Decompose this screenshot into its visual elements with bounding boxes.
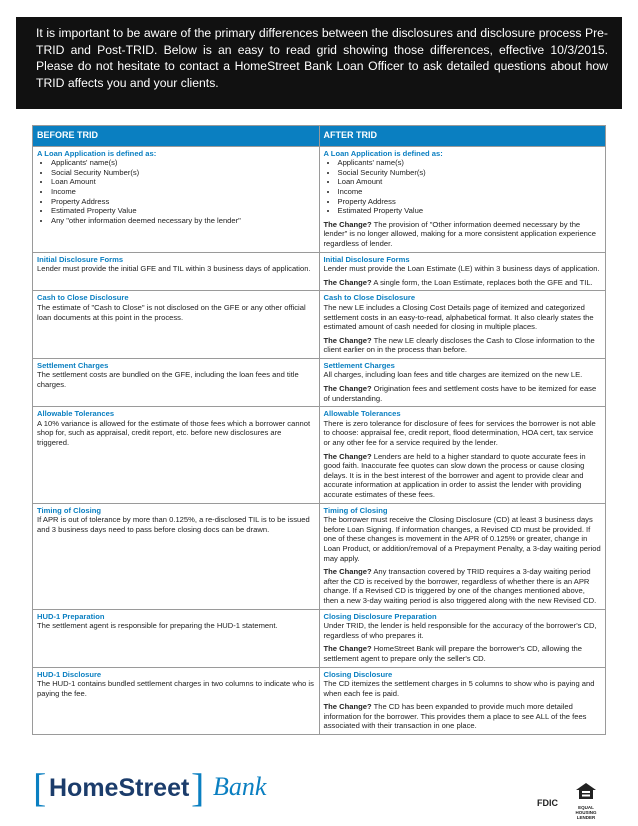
after-cell — [319, 291, 606, 359]
change-label: The Change? — [323, 567, 372, 577]
page-footer — [0, 760, 638, 826]
table-header-row — [33, 126, 606, 147]
list-item: • Loan Amount — [338, 177, 602, 187]
list-item: • Loan Amount — [51, 177, 315, 187]
table-row — [33, 252, 606, 291]
before-title: HUD-1 Disclosure — [37, 669, 102, 679]
logo-bracket-right: ] — [191, 765, 205, 810]
before-cell — [33, 358, 320, 406]
table-row — [33, 291, 606, 359]
list-item: • Applicants' name(s) — [51, 158, 315, 168]
intro-banner — [16, 17, 622, 109]
after-text: The borrower must receive the Closing Disclosure (CD) at least 3 business days before Loan Signing. If information changes, a Revised CD must be provided. If one of these changes is movement in the APR of 0.125% or greater, change in Loan Product, or addition/removal of a Prepayment Penalty, a 3-day waiting period may apply. — [323, 515, 601, 563]
after-title: Settlement Charges — [323, 360, 395, 370]
change-note — [324, 644, 602, 663]
table-row — [33, 407, 606, 503]
list-item: • Income — [338, 187, 602, 197]
list-item: • Social Security Number(s) — [51, 168, 315, 178]
list-item: • Social Security Number(s) — [338, 168, 602, 178]
before-title: Cash to Close Disclosure — [37, 293, 129, 303]
after-text: Under TRID, the lender is held responsible for the accuracy of the borrower's CD, regardless of who prepares it. — [323, 621, 597, 640]
before-cell — [33, 252, 320, 291]
after-list — [324, 158, 602, 216]
table-row — [33, 358, 606, 406]
change-text: A single form, the Loan Estimate, replaces both the GFE and TIL. — [373, 277, 593, 287]
trid-comparison-table — [32, 125, 606, 735]
change-label: The Change? — [323, 702, 372, 712]
change-text: HomeStreet Bank will prepare the borrower's CD, allowing the settlement agent to prepare only the seller's CD. — [323, 644, 582, 663]
after-text: The new LE includes a Closing Cost Details page of itemized and categorized settlement costs in an easy-to-read, alphabetical format. It also clearly states the estimated amount of cash needed for closing in multiple places. — [323, 302, 594, 332]
after-cell — [319, 146, 606, 252]
change-label: The Change? — [323, 277, 372, 287]
change-text: Any transaction covered by TRID requires a 3-day waiting period after the CD is received by the borrower, regardless of whether there is an APR change. If a Revised CD is triggered by one of the changes mentioned above, then a new 3-day waiting period is also triggered along with the new Revised CD. — [323, 567, 597, 605]
change-text: Origination fees and settlement costs have to be itemized for ease of understanding. — [323, 384, 597, 403]
change-label: The Change? — [323, 219, 372, 229]
change-note — [324, 702, 602, 731]
before-text: Lender must provide the initial GFE and TIL within 3 business days of application. — [37, 264, 311, 274]
change-note — [324, 567, 602, 605]
after-cell — [319, 667, 606, 735]
change-label: The Change? — [323, 644, 372, 654]
after-cell — [319, 407, 606, 503]
after-cell — [319, 609, 606, 667]
after-title: Closing Disclosure — [323, 669, 393, 679]
after-title: A Loan Application is defined as: — [323, 148, 443, 158]
fdic-label: FDIC — [537, 798, 558, 808]
change-note — [324, 336, 602, 355]
logo-main-text: HomeStreet — [49, 774, 190, 802]
before-title: HUD-1 Preparation — [37, 611, 105, 621]
after-text: Lender must provide the Loan Estimate (LE) within 3 business days of application. — [323, 264, 600, 274]
table-row — [33, 146, 606, 252]
change-text: The CD has been expanded to provide much more detailed information for the borrower. This provides them a place to see ALL of the fees associated with their transaction in one place. — [323, 702, 587, 731]
before-cell — [33, 503, 320, 609]
list-item: • Any "other information deemed necessary by the lender" — [51, 216, 315, 226]
logo-bracket-left: [ — [33, 765, 47, 810]
change-label: The Change? — [323, 451, 372, 461]
change-note — [324, 220, 602, 249]
after-text: There is zero tolerance for disclosure of fees for services the borrower is not able to choose: appraisal fee, credit report, flood determination, HOA cert, tax service or any other fee for a service required by the lender. — [323, 418, 596, 448]
list-item: • Income — [51, 187, 315, 197]
before-text: If APR is out of tolerance by more than 0.125%, a re-disclosed TIL is to be issued and 3 business days need to pass before closing docs can be drawn. — [37, 515, 310, 534]
list-item: • Property Address — [338, 197, 602, 207]
before-title: Allowable Tolerances — [37, 409, 115, 419]
before-title: Timing of Closing — [37, 505, 101, 515]
after-title: Allowable Tolerances — [323, 409, 401, 419]
change-note — [324, 452, 602, 500]
house-icon — [575, 782, 597, 800]
list-item: • Estimated Property Value — [51, 206, 315, 216]
after-title: Closing Disclosure Preparation — [323, 611, 437, 621]
table-row — [33, 503, 606, 609]
before-text: A 10% variance is allowed for the estimate of those fees which a borrower cannot shop for, such as appraisal, credit report, etc. before new disclosures are triggered. — [37, 418, 311, 448]
list-item: • Applicants' name(s) — [338, 158, 602, 168]
change-label: The Change? — [323, 384, 372, 394]
equal-housing-lender-logo — [573, 782, 599, 820]
change-note — [324, 278, 602, 288]
before-title: A Loan Application is defined as: — [37, 148, 157, 158]
change-text: Lenders are held to a higher standard to quote accurate fees in good faith. Inaccurate fee quotes can slow down the process or cause closing delays. It is in the best interest of the borrower and agent to provide clear and accurate information at application in order to assist the lender with providing accurate estimates of these fees. — [323, 451, 586, 499]
after-title: Initial Disclosure Forms — [323, 254, 410, 264]
ehl-text: EQUAL HOUSING LENDER — [575, 805, 597, 820]
change-text: The provision of "Other information deemed necessary by the lender" is no longer allowed, making for a more consistent application experience regardless of lender. — [323, 219, 596, 248]
before-cell — [33, 407, 320, 503]
logo-sub-text: Bank — [213, 772, 267, 801]
before-list — [37, 158, 315, 225]
table-row — [33, 667, 606, 735]
after-title: Timing of Closing — [323, 505, 388, 515]
list-item: • Estimated Property Value — [338, 206, 602, 216]
before-text: The estimate of "Cash to Close" is not disclosed on the GFE or any other official loan documents at this point in the process. — [37, 302, 306, 322]
before-cell — [33, 146, 320, 252]
after-cell — [319, 252, 606, 291]
intro-text: It is important to be aware of the primary differences between the disclosures and disclosure process Pre-TRID and Post-TRID. Below is an easy to read grid showing those differences, effective 10/3/2015. Please do not hesitate to contact a HomeStreet Bank Loan Officer to ask detailed questions about how TRID affects you and your clients. — [36, 26, 608, 90]
before-cell — [33, 291, 320, 359]
before-text: The HUD-1 contains bundled settlement charges in two columns to indicate who is paying the fee. — [37, 679, 314, 698]
after-cell — [319, 503, 606, 609]
change-note — [324, 384, 602, 403]
change-label: The Change? — [323, 335, 372, 345]
before-title: Settlement Charges — [37, 360, 109, 370]
after-cell — [319, 358, 606, 406]
after-text: The CD itemizes the settlement charges in 5 columns to show who is paying and when each fee is paid. — [323, 679, 595, 698]
list-item: • Property Address — [51, 197, 315, 207]
before-cell — [33, 609, 320, 667]
after-title: Cash to Close Disclosure — [323, 293, 416, 303]
header-before-trid: BEFORE TRID — [33, 126, 320, 147]
change-text: The new LE clearly discloses the Cash to Close information to the client earlier on in the process than before. — [323, 335, 595, 355]
table-row — [33, 609, 606, 667]
before-text: The settlement agent is responsible for preparing the HUD-1 statement. — [37, 621, 278, 631]
header-after-trid: AFTER TRID — [319, 126, 606, 147]
before-cell — [33, 667, 320, 735]
before-text: The settlement costs are bundled on the GFE, including the loan fees and title charges. — [37, 370, 299, 390]
before-title: Initial Disclosure Forms — [37, 254, 124, 264]
after-text: All charges, including loan fees and title charges are itemized on the new LE. — [323, 370, 583, 380]
